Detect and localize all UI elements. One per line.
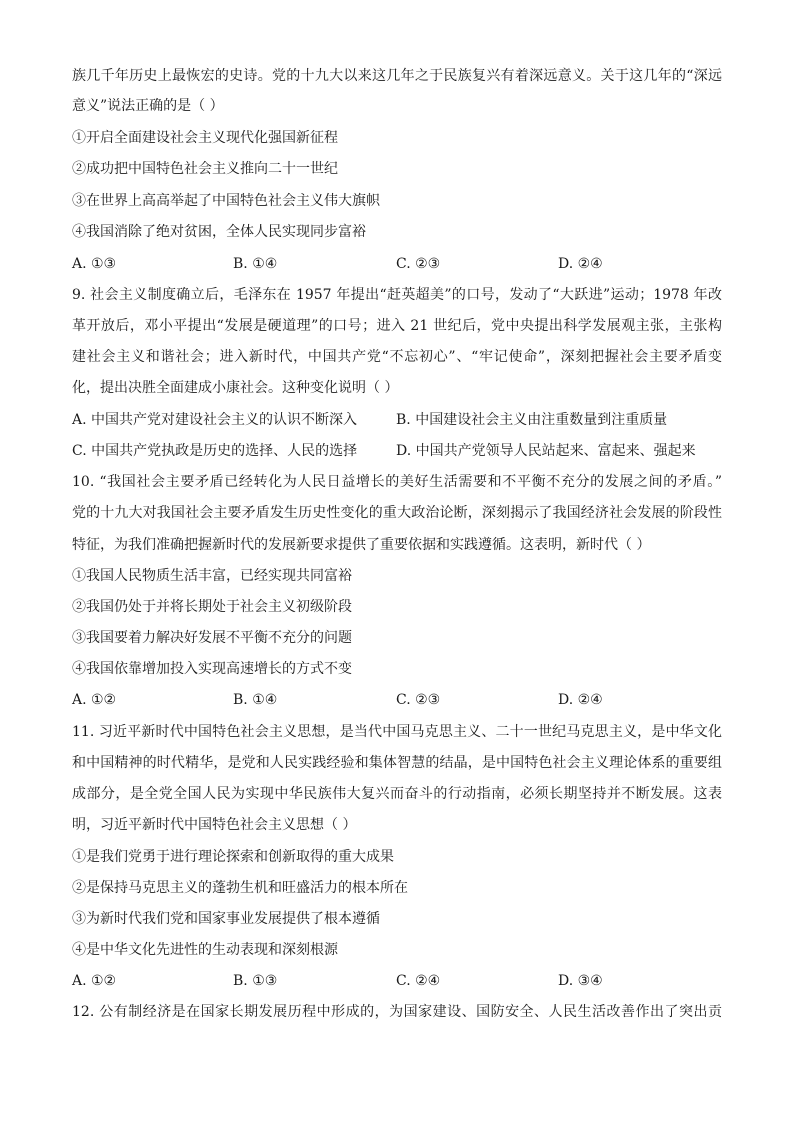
q11-item-4: ④是中华文化先进性的生动表现和深刻根源 [72,942,338,958]
q9-option-d: D. 中国共产党领导人民站起来、富起来、强起来 [396,443,696,459]
q11-option-c: C. ②④ [396,973,441,989]
q11-stem-line-1: 11. 习近平新时代中国特色社会主义思想，是当代中国马克思主义、二十一世纪马克思主义，是中华文化 [72,724,722,740]
q8-item-1: ①开启全面建设社会主义现代化强国新征程 [72,130,338,146]
q11-option-d: D. ③④ [558,973,603,989]
q11-item-1: ①是我们党勇于进行理论探索和创新取得的重大成果 [72,849,394,865]
q8-option-d: D. ②④ [558,256,603,272]
q9-stem-line-1: 9. 社会主义制度确立后，毛泽东在 1957 年提出“赶英超美”的口号，发动了“大跃进”运动；1978 年改 [72,287,722,303]
q10-stem-line-3: 特征，为我们准确把握新时代的发展新要求提供了重要依据和实践遵循。这表明，新时代（ ） [72,537,651,553]
q9-stem-line-4: 化，提出决胜全面建成小康社会。这种变化说明（ ） [72,380,399,396]
q10-option-c: C. ②③ [396,692,441,708]
q10-option-b: B. ①④ [233,692,278,708]
q11-item-2: ②是保持马克思主义的蓬勃生机和旺盛活力的根本所在 [72,880,408,896]
q9-option-a: A. 中国共产党对建设社会主义的认识不断深入 [72,412,358,428]
q11-item-3: ③为新时代我们党和国家事业发展提供了根本遵循 [72,911,380,927]
q9-option-c: C. 中国共产党执政是历史的选择、人民的选择 [72,443,358,459]
q8-stem-line-1: 族几千年历史上最恢宏的史诗。党的十九大以来这几年之于民族复兴有着深远意义。关于这几年的“深远 [72,68,722,84]
q10-item-2: ②我国仍处于并将长期处于社会主义初级阶段 [72,599,352,615]
q8-item-4: ④我国消除了绝对贫困，全体人民实现同步富裕 [72,224,366,240]
q11-stem-line-3: 成部分，是全党全国人民为实现中华民族伟大复兴而奋斗的行动指南，必须长期坚持并不断发展。这表 [72,786,722,802]
q10-item-4: ④我国依靠增加投入实现高速增长的方式不变 [72,661,352,677]
q8-item-3: ③在世界上高高举起了中国特色社会主义伟大旗帜 [72,193,380,209]
q10-stem-line-2: 党的十九大对我国社会主要矛盾发生历史性变化的重大政治论断，深刻揭示了我国经济社会发展的阶段性 [72,505,722,521]
q8-option-c: C. ②③ [396,256,441,272]
q10-stem-line-1: 10. “我国社会主要矛盾已经转化为人民日益增长的美好生活需要和不平衡不充分的发展之间的矛盾。” [72,474,722,490]
q10-option-d: D. ②④ [558,692,603,708]
q10-option-a: A. ①② [72,692,117,708]
q10-item-3: ③我国要着力解决好发展不平衡不充分的问题 [72,630,352,646]
q10-item-1: ①我国人民物质生活丰富，已经实现共同富裕 [72,568,352,584]
q8-option-a: A. ①③ [72,256,117,272]
q9-stem-line-2: 革开放后，邓小平提出“发展是硬道理”的口号；进入 21 世纪后，党中央提出科学发展观主张，主张构 [72,318,722,334]
q11-stem-line-4: 明，习近平新时代中国特色社会主义思想（ ） [72,817,357,833]
q11-option-a: A. ①② [72,973,117,989]
q9-option-b: B. 中国建设社会主义由注重数量到注重质量 [396,412,668,428]
q8-item-2: ②成功把中国特色社会主义推向二十一世纪 [72,161,338,177]
q9-stem-line-3: 建社会主义和谐社会；进入新时代，中国共产党“不忘初心”、“牢记使命”，深刻把握社会主要矛盾变 [72,349,722,365]
q11-option-b: B. ①③ [233,973,278,989]
q8-option-b: B. ①④ [233,256,278,272]
q8-stem-line-2: 意义”说法正确的是（ ） [72,98,224,114]
q11-stem-line-2: 和中国精神的时代精华，是党和人民实践经验和集体智慧的结晶，是中国特色社会主义理论体系的重要组 [72,755,722,771]
q12-stem-line-1: 12. 公有制经济是在国家长期发展历程中形成的，为国家建设、国防安全、人民生活改善作出了突出贡 [72,1004,722,1020]
